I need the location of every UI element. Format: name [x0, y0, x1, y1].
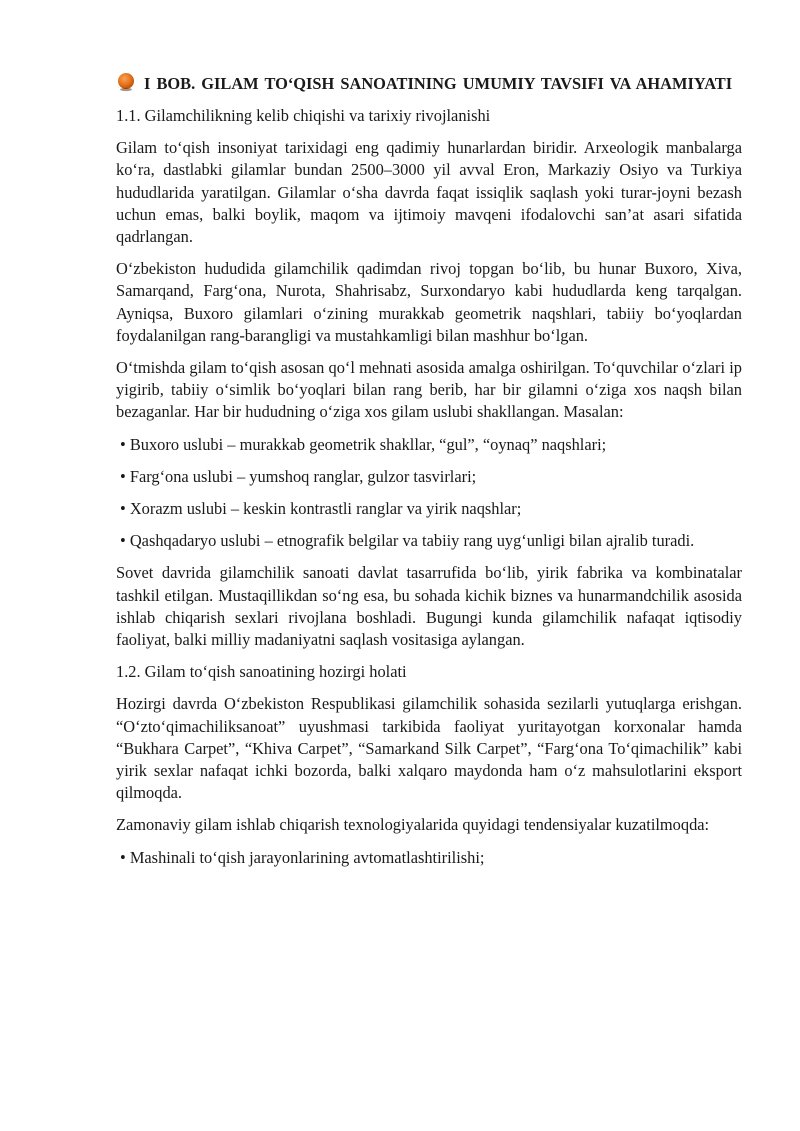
- chapter-title-text: I BOB. GILAM TO‘QISH SANOATINING UMUMIY TAVSIFI VA AHAMIYATI: [144, 74, 733, 93]
- section-heading-1-2: 1.2. Gilam to‘qish sanoatining hozirgi holati: [116, 662, 407, 682]
- document-page: [116, 60, 742, 879]
- orange-circle-icon: [116, 72, 136, 92]
- list-item: • Farg‘ona uslubi – yumshoq ranglar, gulzor tasvirlari;: [120, 466, 477, 486]
- section-heading-1-1: 1.1. Gilamchilikning kelib chiqishi va tarixiy rivojlanishi: [116, 106, 491, 125]
- list-item: • Buxoro uslubi – murakkab geometrik shakllar, “gul”, “oynaq” naqshlari;: [120, 434, 607, 454]
- chapter-title: [116, 72, 742, 95]
- paragraph: Hozirgi davrda O‘zbekiston Respublikasi gilamchilik sohasida sezilarli yutuqlarga erishgan. “O‘zto‘qimachiliksanoat” uyushmasi tarkibida faoliyat yuritayotgan korxonalar hamda “Bukhara Carpet”, “Khiva Carpet”, “Samarkand Silk Carpet”, “Farg‘ona To‘qimachilik” kabi yirik sexlar nafaqat ichki bozorda, balki xalqaro maydonda ham o‘z mahsulotlarini eksport qilmoqda.: [116, 694, 742, 803]
- paragraph: O‘zbekiston hududida gilamchilik qadimdan rivoj topgan bo‘lib, bu hunar Buxoro, Xiva, Samarqand, Farg‘ona, Nurota, Shahrisabz, Surxondaryo kabi hududlarda keng tarqalgan. Ayniqsa, Buxoro gilamlari o‘zining murakkab geometrik naqshlari, tabiiy bo‘yoqlardan foydalanilgan rang-barangligi va mustahkamligi bilan mashhur bo‘lgan.: [116, 259, 742, 345]
- paragraph: Zamonaviy gilam ishlab chiqarish texnologiyalarida quyidagi tendensiyalar kuzatilmoqda:: [116, 815, 710, 835]
- paragraph: Gilam to‘qish insoniyat tarixidagi eng qadimiy hunarlardan biridir. Arxeologik manbalarga ko‘ra, dastlabki gilamlar bundan 2500–3000 yil avval Eron, Markaziy Osiyo va Turkiya hududlarida yaratilgan. Gilamlar o‘sha davrda faqat issiqlik saqlash yoki turar-joyni bezash uchun emas, balki boylik, maqom va ijtimoiy mavqeni ifodalovchi san’at asari sifatida qadrlangan.: [116, 138, 742, 247]
- paragraph: O‘tmishda gilam to‘qish asosan qo‘l mehnati asosida amalga oshirilgan. To‘quvchilar o‘zlari ip yigirib, tabiiy o‘simlik bo‘yoqlari bilan rang berib, har bir gilamni o‘ziga xos naqsh bilan bezaganlar. Har bir hududning o‘ziga xos gilam uslubi shakllangan. Masalan:: [116, 358, 742, 422]
- list-item: • Mashinali to‘qish jarayonlarining avtomatlashtirilishi;: [120, 847, 485, 867]
- list-item: • Xorazm uslubi – keskin kontrastli ranglar va yirik naqshlar;: [120, 499, 522, 519]
- paragraph: Sovet davrida gilamchilik sanoati davlat tasarrufida bo‘lib, yirik fabrika va kombinatalar tashkil etilgan. Mustaqillikdan so‘ng esa, bu sohada kichik biznes va hunarmandchilik asosida ishlab chiqarish sexlari rivojlana boshladi. Bugungi kunda gilamchilik nafaqat iqtisodiy faoliyat, balki milliy madaniyatni saqlash vositasiga aylangan.: [116, 563, 742, 650]
- list-item: • Qashqadaryo uslubi – etnografik belgilar va tabiiy rang uyg‘unligi bilan ajralib turadi.: [120, 531, 695, 551]
